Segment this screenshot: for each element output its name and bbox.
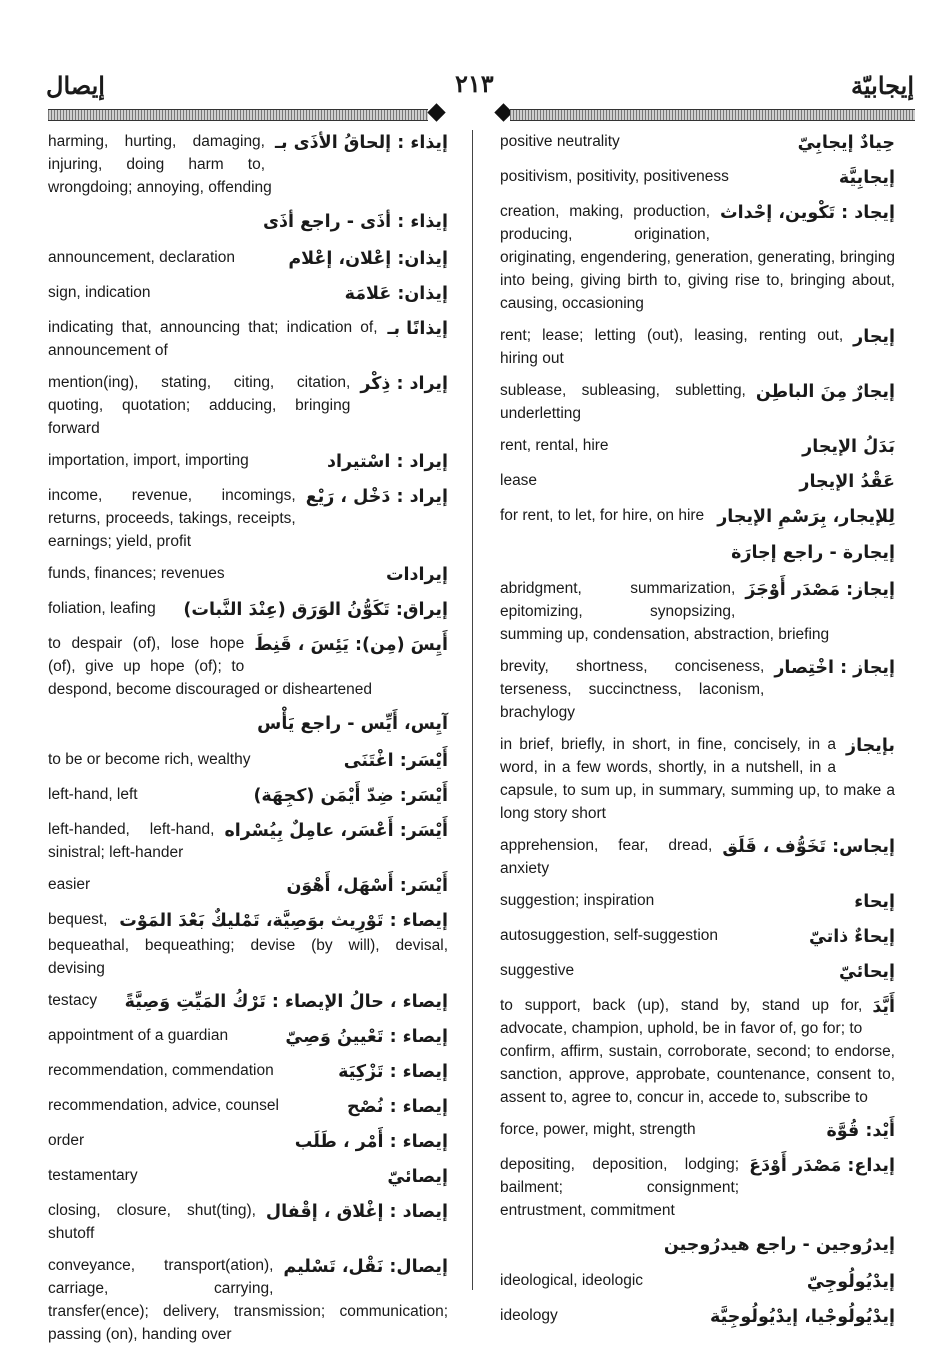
arabic-headword: أَيْد: قُوَّة bbox=[826, 1121, 895, 1141]
dictionary-entry bbox=[48, 1024, 448, 1050]
right-guide-word: إيجابيّة bbox=[851, 74, 914, 100]
arabic-headword: إيرادات bbox=[385, 565, 448, 585]
english-definition: suggestive bbox=[500, 962, 575, 979]
left-guide-word: إيصال bbox=[46, 74, 105, 100]
dictionary-entry bbox=[48, 562, 448, 588]
english-definition: indicating that, announcing that; indication of, announcement of bbox=[48, 319, 378, 359]
arabic-headword: عَقْدُ الإيجار bbox=[799, 472, 895, 492]
arabic-headword: إيذان: إعْلان، إعْلام bbox=[288, 249, 448, 269]
english-definition: mention(ing), stating, citing, citation, quoting, quotation; adducing, bringing forward bbox=[48, 374, 351, 437]
arabic-headword: إيذان: عَلامَة bbox=[344, 284, 448, 304]
dictionary-entry bbox=[48, 449, 448, 475]
english-definition: closing, closure, shut(ting), shutoff bbox=[48, 1202, 256, 1242]
english-definition: positive neutrality bbox=[500, 133, 620, 150]
english-definition: funds, finances; revenues bbox=[48, 565, 225, 582]
arabic-headword: إيجاس: تَخَوُّف ، قَلَق bbox=[722, 837, 895, 857]
english-definition: depositing, deposition, lodging; bailment; consignment; entrustment, commitment bbox=[500, 1156, 740, 1219]
arabic-headword: أَيْسَر: ضِدّ أَيْمَن (كجِهَة) bbox=[253, 786, 448, 806]
arabic-headword: إيصاء : تَعْيينُ وَصِيّ bbox=[285, 1027, 448, 1047]
arabic-headword: إيجارٌ مِنَ الباطِن bbox=[755, 382, 895, 402]
english-definition: for rent, to let, for hire, on hire bbox=[500, 507, 705, 524]
cross-reference-entry: إيذاء : أذَى - راجع أذَى bbox=[262, 212, 448, 232]
right-column bbox=[500, 130, 895, 1339]
dictionary-entry bbox=[500, 733, 895, 825]
dictionary-entry bbox=[48, 1094, 448, 1120]
english-definition: announcement, declaration bbox=[48, 249, 235, 266]
english-definition: left-handed, left-hand, sinistral; left-hander bbox=[48, 821, 215, 861]
dictionary-entry bbox=[48, 1129, 448, 1155]
dictionary-entry bbox=[48, 1059, 448, 1085]
dictionary-entry bbox=[48, 873, 448, 899]
dictionary-entry bbox=[500, 1304, 895, 1330]
dictionary-entry bbox=[500, 889, 895, 915]
dictionary-entry bbox=[48, 246, 448, 272]
english-definition: testamentary bbox=[48, 1167, 138, 1184]
dictionary-entry bbox=[48, 484, 448, 553]
english-definition: rent, rental, hire bbox=[500, 437, 609, 454]
arabic-headword: إيحائيّ bbox=[838, 962, 895, 982]
dictionary-entry bbox=[500, 165, 895, 191]
arabic-headword: إيصاء : تَوْرِيث بوَصِيَّة، تَمْليكٌ بَعْدَ المَوْت bbox=[119, 911, 448, 931]
dictionary-entry bbox=[48, 1164, 448, 1190]
dictionary-entry bbox=[500, 994, 895, 1109]
english-definition: brevity, shortness, conciseness, terseness, succinctness, laconism, brachylogy bbox=[500, 658, 765, 721]
dictionary-entry bbox=[500, 469, 895, 495]
english-definition: autosuggestion, self-suggestion bbox=[500, 927, 719, 944]
english-definition: positivism, positivity, positiveness bbox=[500, 168, 729, 185]
arabic-headword: إيداع: مَصْدَر أَوْدَعَ bbox=[749, 1156, 895, 1176]
arabic-headword: إيدْيُولُوجِيّ bbox=[806, 1272, 895, 1292]
english-definition: to despair (of), lose hope (of), give up hope (of); to despond, become discouraged or disheartened bbox=[48, 635, 373, 698]
english-definition: ideological, ideologic bbox=[500, 1272, 644, 1289]
arabic-headword: أَيْسَر: أَسْهَل، أَهْوَن bbox=[286, 876, 448, 896]
english-definition: suggestion; inspiration bbox=[500, 892, 655, 909]
dictionary-entry bbox=[48, 632, 448, 701]
diamond-ornament-left-icon bbox=[427, 103, 445, 121]
english-definition: conveyance, transport(ation), carriage, carrying, transfer(ence); delivery, transmission; communication; passing (on), handing over bbox=[48, 1257, 448, 1343]
dictionary-entry bbox=[500, 655, 895, 724]
english-definition: appointment of a guardian bbox=[48, 1027, 229, 1044]
dictionary-entry bbox=[48, 316, 448, 362]
arabic-headword: إيراد : دَخْل ، رَيْع bbox=[305, 487, 448, 507]
english-definition: easier bbox=[48, 876, 91, 893]
english-definition: to support, back (up), stand by, stand up for, advocate, champion, uphold, be in favor of, go for; to confirm, affirm, sustain, corroborate, second; to endorse, sanction, approve, approbate, countenance, consent to, assent to, agree to, concur in, accede to, subscribe to bbox=[500, 997, 895, 1106]
arabic-headword: إيحاء bbox=[854, 892, 895, 912]
arabic-headword: بإيجاز bbox=[846, 736, 895, 756]
dictionary-entry bbox=[500, 379, 895, 425]
arabic-headword: إيصائيّ bbox=[387, 1167, 448, 1187]
arabic-headword: إيجابِيَّة bbox=[838, 168, 895, 188]
arabic-headword: إيذانًا بـ bbox=[387, 319, 448, 339]
english-definition: income, revenue, incomings, returns, proceeds, takings, receipts, earnings; yield, profit bbox=[48, 487, 296, 550]
arabic-headword: إيصاء : أَمْر ، طَلَب bbox=[294, 1132, 448, 1152]
arabic-headword: إيحاءٌ ذاتيّ bbox=[808, 927, 895, 947]
arabic-headword: لِلإيجار، بِرَسْمِ الإيجار bbox=[717, 507, 895, 527]
english-definition: recommendation, commendation bbox=[48, 1062, 274, 1079]
dictionary-entry bbox=[48, 1254, 448, 1346]
english-definition: testacy bbox=[48, 992, 98, 1009]
dictionary-entry bbox=[500, 577, 895, 646]
dictionary-entry bbox=[500, 924, 895, 950]
arabic-headword: أَيْسَر: أَعْسَر، عامِلٌ بِيُسْراه bbox=[224, 821, 448, 841]
cross-reference-entry: إيجارة - راجع إجارَة bbox=[731, 543, 895, 563]
cross-reference-entry: آيِس، أَيِّس - راجع يَأْس bbox=[257, 714, 448, 734]
arabic-headword: إيراد : ذِكْر bbox=[360, 374, 448, 394]
dictionary-entry bbox=[500, 1118, 895, 1144]
dictionary-entry bbox=[500, 200, 895, 315]
english-definition: rent; lease; letting (out), leasing, renting out, hiring out bbox=[500, 327, 844, 367]
arabic-headword: حِيادٌ إيجابِيّ bbox=[797, 133, 895, 153]
arabic-headword: إيذاء : إلحاقُ الأذَى بـ bbox=[275, 133, 448, 153]
english-definition: bequest, bequeathal, bequeathing; devise (by will), devisal, devising bbox=[48, 911, 448, 977]
dictionary-entry bbox=[48, 908, 448, 980]
english-definition: order bbox=[48, 1132, 85, 1149]
column-divider bbox=[472, 130, 473, 1290]
header-rule-right bbox=[510, 109, 915, 121]
dictionary-entry bbox=[500, 834, 895, 880]
header-rule-left bbox=[48, 109, 428, 121]
dictionary-entry bbox=[500, 130, 895, 156]
arabic-headword: إيراق: تَكَوُّنُ الوَرَق (عِنْدَ النَّبات) bbox=[183, 600, 448, 620]
english-definition: apprehension, fear, dread, anxiety bbox=[500, 837, 713, 877]
dictionary-entry bbox=[500, 324, 895, 370]
dictionary-entry bbox=[48, 1199, 448, 1245]
dictionary-entry bbox=[500, 1153, 895, 1222]
arabic-headword: إيدْيُولُوجْيا، إيدْيُولُوجِيَّة bbox=[710, 1307, 895, 1327]
english-definition: abridgment, summarization, epitomizing, synopsizing, summing up, condensation, abstraction, briefing bbox=[500, 580, 830, 643]
arabic-headword: إيصال: نَقْل، تَسْليم bbox=[283, 1257, 448, 1277]
arabic-headword: أَيْسَر: اغْتَنَى bbox=[343, 751, 448, 771]
dictionary-entry bbox=[48, 818, 448, 864]
arabic-headword: إيصاء : نُصْح bbox=[347, 1097, 448, 1117]
dictionary-entry bbox=[500, 959, 895, 985]
arabic-headword: إيصاء : تَزْكِيَة bbox=[338, 1062, 448, 1082]
english-definition: force, power, might, strength bbox=[500, 1121, 696, 1138]
arabic-headword: أَيَّدَ bbox=[872, 997, 895, 1017]
dictionary-entry bbox=[48, 748, 448, 774]
english-definition: sign, indication bbox=[48, 284, 151, 301]
dictionary-entry bbox=[500, 504, 895, 530]
english-definition: foliation, leafing bbox=[48, 600, 156, 617]
arabic-headword: إيجاز : اخْتِصار bbox=[774, 658, 895, 678]
dictionary-entry bbox=[500, 434, 895, 460]
arabic-headword: إيصاد : إغْلاق ، إقْفال bbox=[265, 1202, 448, 1222]
arabic-headword: إيراد : اسْتيراد bbox=[327, 452, 448, 472]
dictionary-entry bbox=[48, 281, 448, 307]
english-definition: in brief, briefly, in short, in fine, concisely, in a word, in a few words, shortly, in a nutshell, in a capsule, to sum up, in summary, summing up, to make a long story short bbox=[500, 736, 895, 822]
dictionary-entry bbox=[48, 371, 448, 440]
arabic-headword: إيجاز: مَصْدَر أَوْجَزَ bbox=[745, 580, 895, 600]
cross-reference-entry: إيدرُوجين - راجع هيدرُوجين bbox=[663, 1235, 895, 1255]
arabic-headword: إيجار bbox=[853, 327, 895, 347]
english-definition: harming, hurting, damaging, injuring, doing harm to, wrongdoing; annoying, offending bbox=[48, 133, 272, 196]
dictionary-entry bbox=[500, 1269, 895, 1295]
arabic-headword: إيصاء ، حالُ الإيصاء : تَرْكُ المَيِّتِ وَصِيَّةً bbox=[124, 992, 448, 1012]
dictionary-entry bbox=[48, 783, 448, 809]
english-definition: lease bbox=[500, 472, 538, 489]
dictionary-entry bbox=[48, 597, 448, 623]
english-definition: creation, making, production, producing, origination, originating, engendering, generation, generating, bringing into being, giving birth to, giving rise to, bringing about, causing, occasioning bbox=[500, 203, 895, 312]
english-definition: sublease, subleasing, subletting, underletting bbox=[500, 382, 746, 422]
english-definition: left-hand, left bbox=[48, 786, 138, 803]
arabic-headword: إيجاد : تَكْوين، إحْداث bbox=[720, 203, 895, 223]
left-column bbox=[48, 130, 448, 1355]
english-definition: recommendation, advice, counsel bbox=[48, 1097, 279, 1114]
page-header bbox=[0, 60, 936, 120]
arabic-headword: أَيِسَ (مِن): يَئِسَ ، قَنِطَ bbox=[254, 635, 448, 655]
dictionary-entry bbox=[48, 989, 448, 1015]
page-number: ٢١٣ bbox=[455, 72, 494, 98]
english-definition: importation, import, importing bbox=[48, 452, 249, 469]
english-definition: ideology bbox=[500, 1307, 558, 1324]
dictionary-entry bbox=[48, 130, 448, 199]
english-definition: to be or become rich, wealthy bbox=[48, 751, 251, 768]
arabic-headword: بَدَلُ الإيجار bbox=[802, 437, 895, 457]
